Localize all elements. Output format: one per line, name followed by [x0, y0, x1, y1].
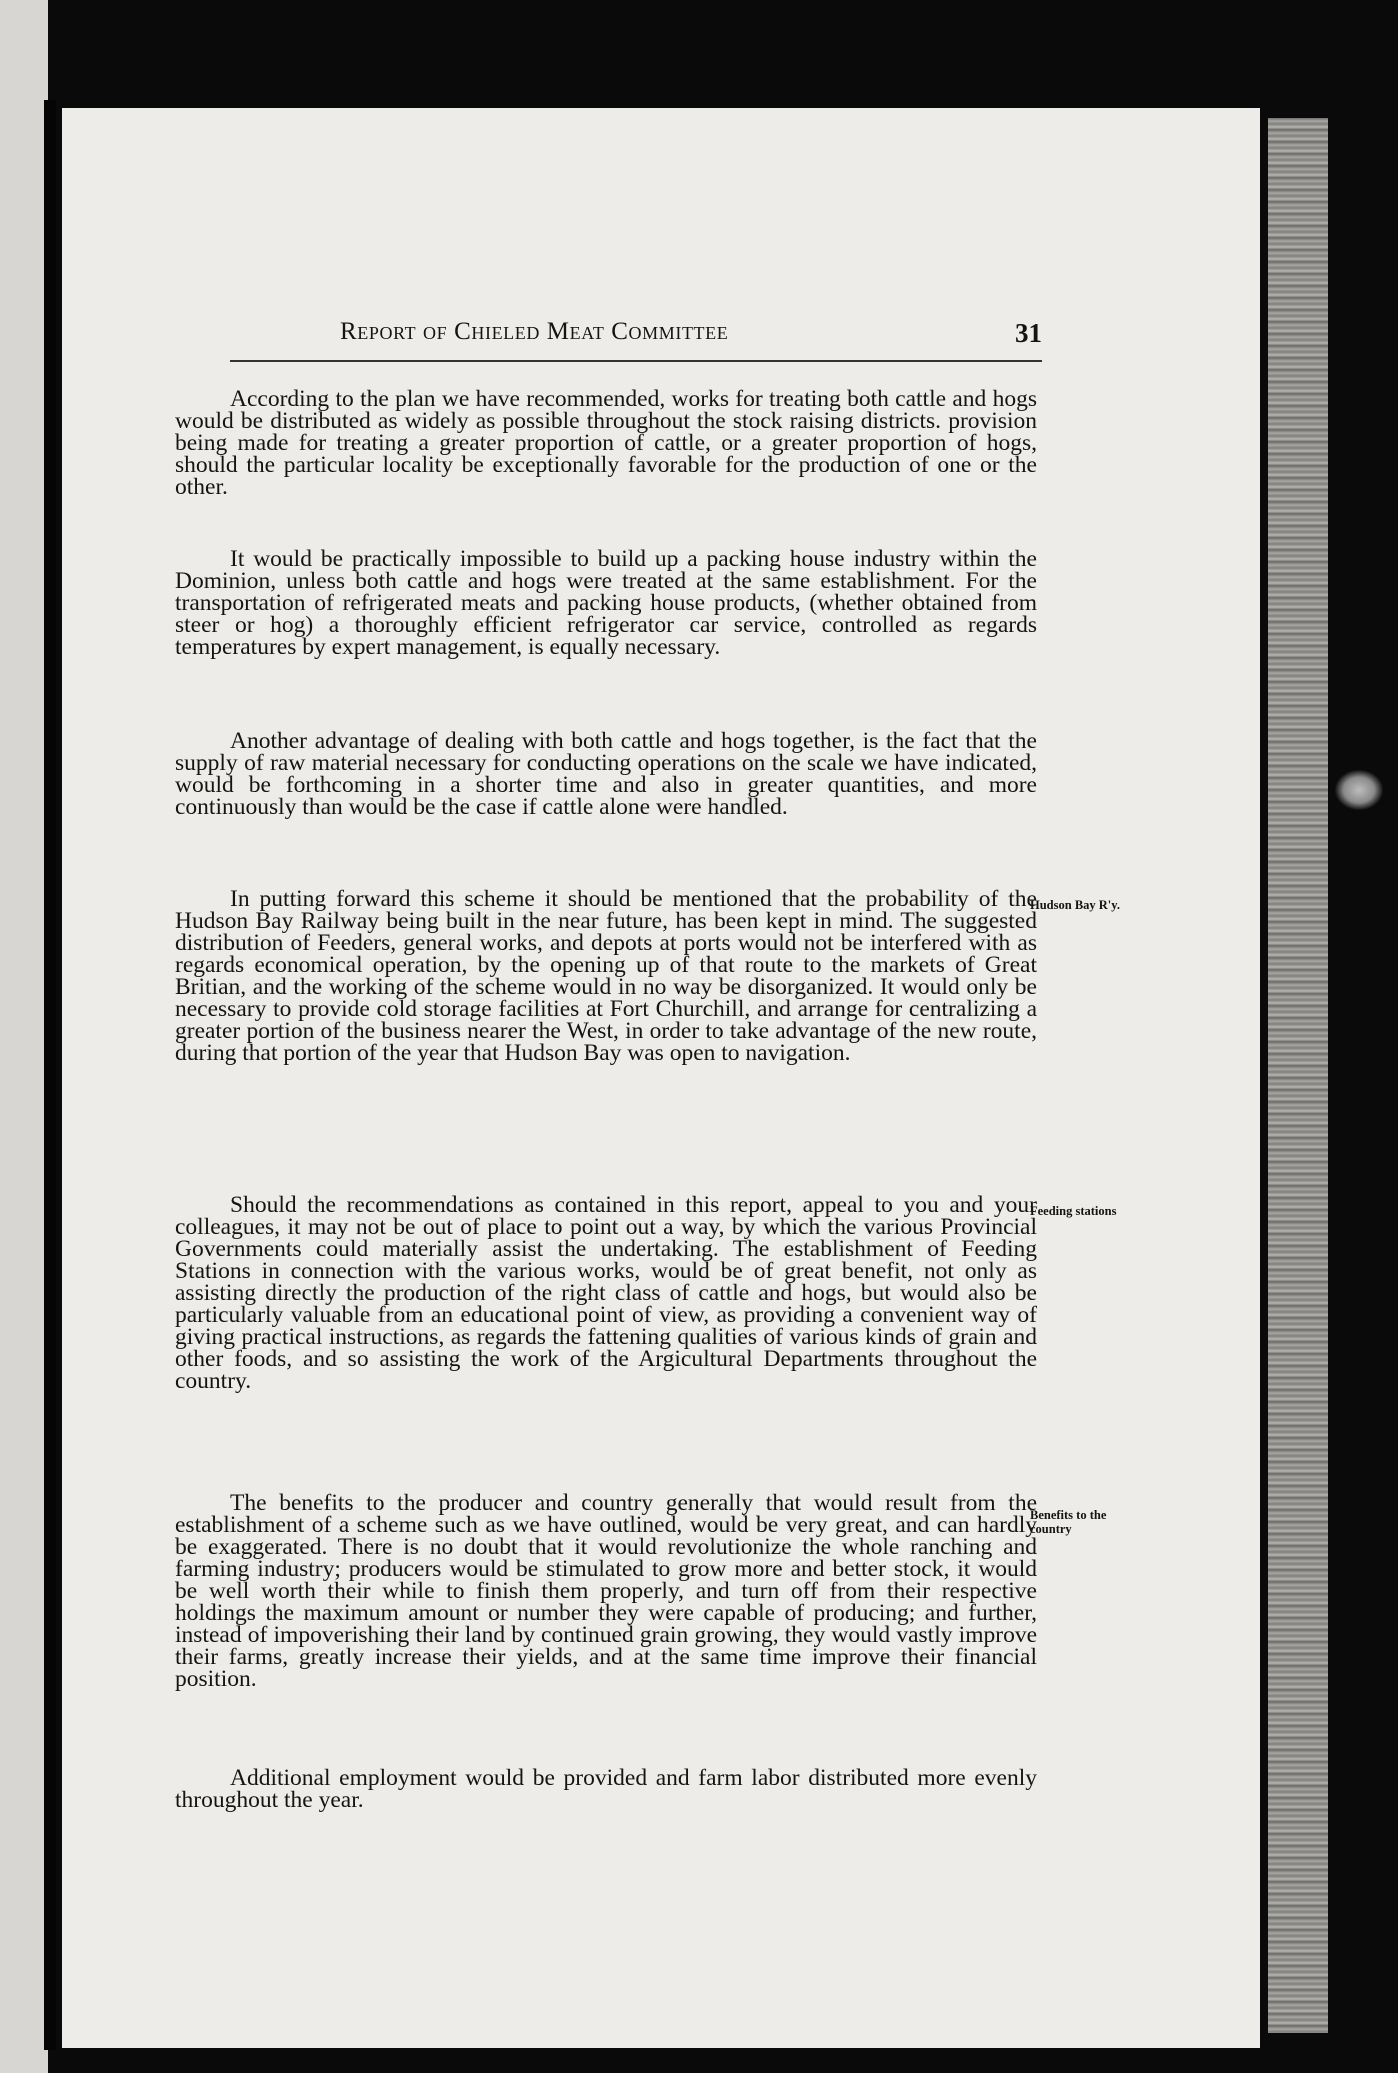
paragraph-works-distribution: According to the plan we have recommended, works for treating both cattle and hogs would be distributed as widely as possible throughout the stock raising districts. provision being made for treating a greater proportion of cattle, or a greater proportion of hogs, should the particular locality be exceptionally favorable for the production of one or the other.	[175, 386, 1037, 500]
side-note-benefits: Benefits to the country	[1030, 1508, 1107, 1536]
side-note-hudson-bay: Hudson Bay R'y.	[1030, 898, 1120, 912]
page-header	[230, 318, 1042, 362]
page-number: 31	[1015, 318, 1042, 348]
scanner-background-left	[0, 0, 48, 2073]
running-head: Report of Chieled Meat Committee	[340, 318, 729, 345]
binding-shadow	[44, 100, 56, 2050]
scan-artifact	[1335, 770, 1383, 810]
paragraph-benefits: The benefits to the producer and country generally that would result from the establishment of a scheme such as we have outlined, would be very great, and can hardly be exaggerated. There is no doubt that it would revolutionize the whole ranching and farming industry; producers would be stimulated to grow more and better stock, it would be well worth their while to finish them properly, and turn off from their respective holdings the maximum amount or number they were capable of producing; and further, instead of impoverishing their land by continued grain growing, they would vastly improve their farms, greatly increase their yields, and at the same time improve their financial position.	[175, 1490, 1037, 1692]
paragraph-cattle-hogs-advantage: Another advantage of dealing with both cattle and hogs together, is the fact that the supply of raw material necessary for conducting operations on the scale we have indicated, would be forthcoming in a shorter time and also in greater quantities, and more continuously than would be the case if cattle alone were handled.	[175, 728, 1037, 820]
page-edge-texture	[1268, 118, 1328, 2033]
paragraph-packing-industry: It would be practically impossible to build up a packing house industry within the Dominion, unless both cattle and hogs were treated at the same establishment. For the transportation of refrigerated meats and packing house products, (whether obtained from steer or hog) a thoroughly efficient refrigerator car service, controlled as regards temperatures by expert management, is equally necessary.	[175, 546, 1037, 660]
paragraph-employment: Additional employment would be provided and farm labor distributed more evenly throughout the year.	[175, 1765, 1037, 1813]
paragraph-feeding-stations: Should the recommendations as contained in this report, appeal to you and your colleagues, it may not be out of place to point out a way, by which the various Provincial Governments could materially assist the undertaking. The establishment of Feeding Stations in connection with the various works, would be of great benefit, not only as assisting directly the production of the right class of cattle and hogs, but would also be particularly valuable from an educational point of view, as providing a convenient way of giving practical instructions, as regards the fattening qualities of various kinds of grain and other foods, and so assisting the work of the Argicultural Departments throughout the country.	[175, 1192, 1037, 1394]
side-note-feeding-stations: Feeding stations	[1030, 1204, 1117, 1218]
paragraph-hudson-bay-railway: In putting forward this scheme it should be mentioned that the probability of the Hudson Bay Railway being built in the near future, has been kept in mind. The suggested distribution of Feeders, general works, and depots at ports would not be interfered with as regards economical operation, by the opening up of that route to the markets of Great Britian, and the working of the scheme would in no way be disorganized. It would only be necessary to provide cold storage facilities at Fort Churchill, and arrange for centralizing a greater portion of the business nearer the West, in order to take advantage of the new route, during that portion of the year that Hudson Bay was open to navigation.	[175, 886, 1037, 1066]
